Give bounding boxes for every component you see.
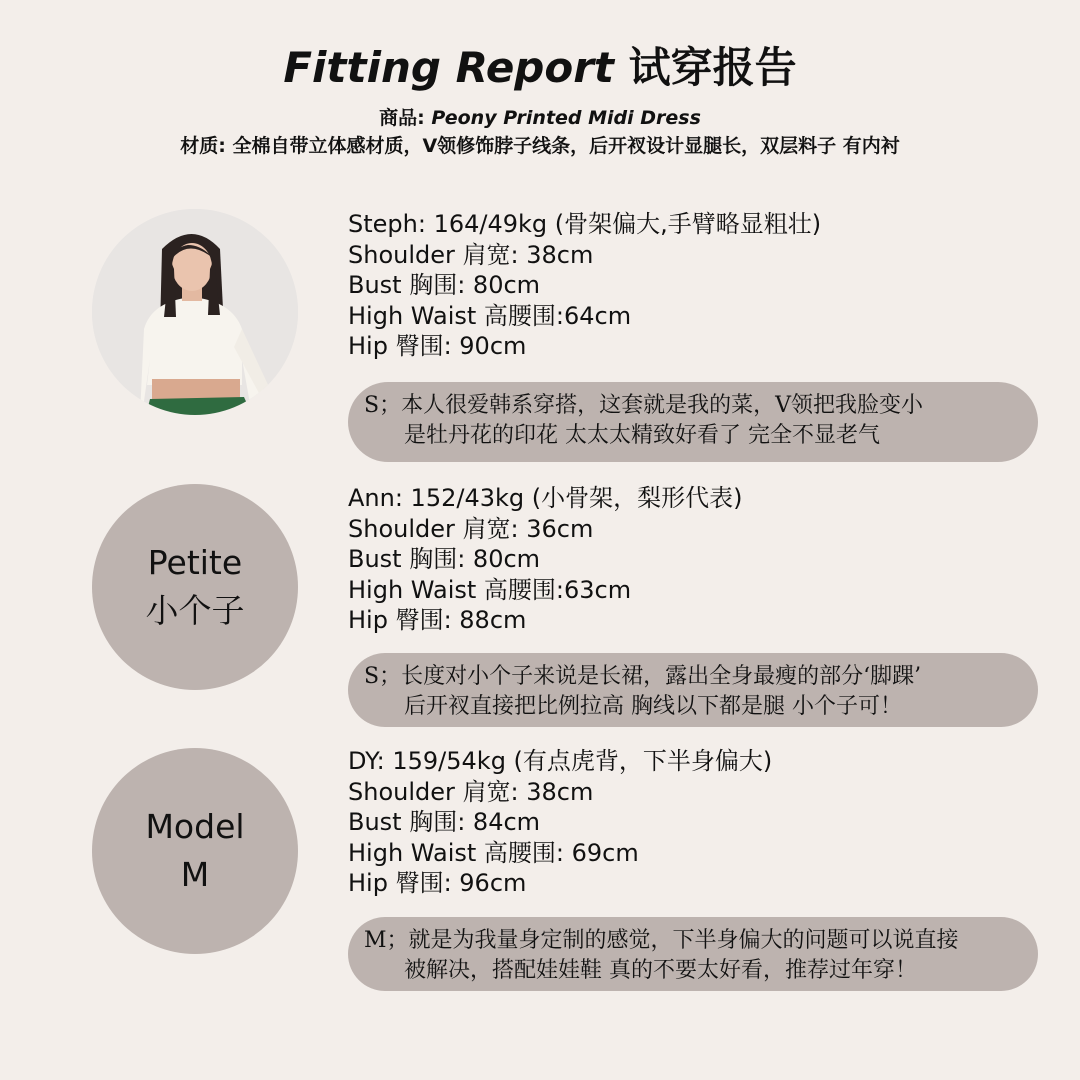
stat-line: Bust 胸围: 84cm bbox=[348, 808, 541, 836]
comment-line: M；就是为我量身定制的感觉，下半身偏大的问题可以说直接 bbox=[364, 928, 959, 953]
stat-line: Hip 臀围: 88cm bbox=[348, 606, 527, 634]
comment-line: 是牡丹花的印花 太太太精致好看了 完全不显老气 bbox=[404, 423, 880, 448]
stat-line: Shoulder 肩宽: 36cm bbox=[348, 514, 594, 543]
comment-bubble-steph bbox=[348, 382, 1038, 462]
comment-line: 被解决，搭配娃娃鞋 真的不要太好看，推荐过年穿！ bbox=[404, 958, 917, 983]
badge-model bbox=[92, 748, 298, 954]
comment-line: 后开衩直接把比例拉高 胸线以下都是腿 小个子可！ bbox=[404, 694, 902, 719]
product-name: Peony Printed Midi Dress bbox=[431, 107, 701, 129]
stat-line: High Waist 高腰围: 69cm bbox=[348, 838, 639, 867]
comment-line: S；本人很爱韩系穿搭，这套就是我的菜，V领把我脸变小 bbox=[364, 393, 923, 418]
product-line bbox=[0, 104, 1080, 132]
material-text: 全棉自带立体感材质，V领修饰脖子线条，后开衩设计显腿长，双层料子 有内衬 bbox=[232, 135, 900, 157]
stats-ann bbox=[348, 483, 742, 636]
title-chinese: 试穿报告 bbox=[628, 43, 797, 92]
comment-line: S；长度对小个子来说是长裙，露出全身最瘦的部分‘脚踝’ bbox=[364, 664, 922, 689]
model-photo-steph bbox=[92, 209, 298, 415]
portrait-image bbox=[92, 209, 298, 415]
stat-line: Shoulder 肩宽: 38cm bbox=[348, 240, 594, 269]
comment-bubble-dy bbox=[348, 917, 1038, 991]
page-title bbox=[0, 40, 1080, 96]
badge-line: 小个子 bbox=[145, 591, 245, 630]
stat-line: Steph: 164/49kg (骨架偏大,手臂略显粗壮) bbox=[348, 210, 822, 238]
comment-bubble-ann bbox=[348, 653, 1038, 727]
stat-line: Bust 胸围: 80cm bbox=[348, 271, 541, 299]
stat-line: High Waist 高腰围:63cm bbox=[348, 575, 632, 604]
report-header bbox=[0, 40, 1080, 160]
stat-line: Hip 臀围: 96cm bbox=[348, 869, 527, 897]
stats-dy bbox=[348, 746, 772, 899]
stat-line: Bust 胸围: 80cm bbox=[348, 545, 541, 573]
badge-line: Model bbox=[145, 807, 245, 846]
badge-line: M bbox=[180, 855, 210, 894]
material-label: 材质: bbox=[180, 135, 226, 157]
badge-petite bbox=[92, 484, 298, 690]
title-english: Fitting Report bbox=[283, 43, 615, 92]
product-label: 商品: bbox=[379, 107, 425, 129]
stat-line: High Waist 高腰围:64cm bbox=[348, 301, 632, 330]
stats-steph bbox=[348, 209, 821, 362]
stat-line: DY: 159/54kg (有点虎背，下半身偏大) bbox=[348, 747, 773, 775]
stat-line: Hip 臀围: 90cm bbox=[348, 332, 527, 360]
badge-line: Petite bbox=[147, 543, 243, 582]
stat-line: Shoulder 肩宽: 38cm bbox=[348, 777, 594, 806]
material-line bbox=[0, 132, 1080, 160]
stat-line: Ann: 152/43kg (小骨架，梨形代表) bbox=[348, 484, 743, 512]
